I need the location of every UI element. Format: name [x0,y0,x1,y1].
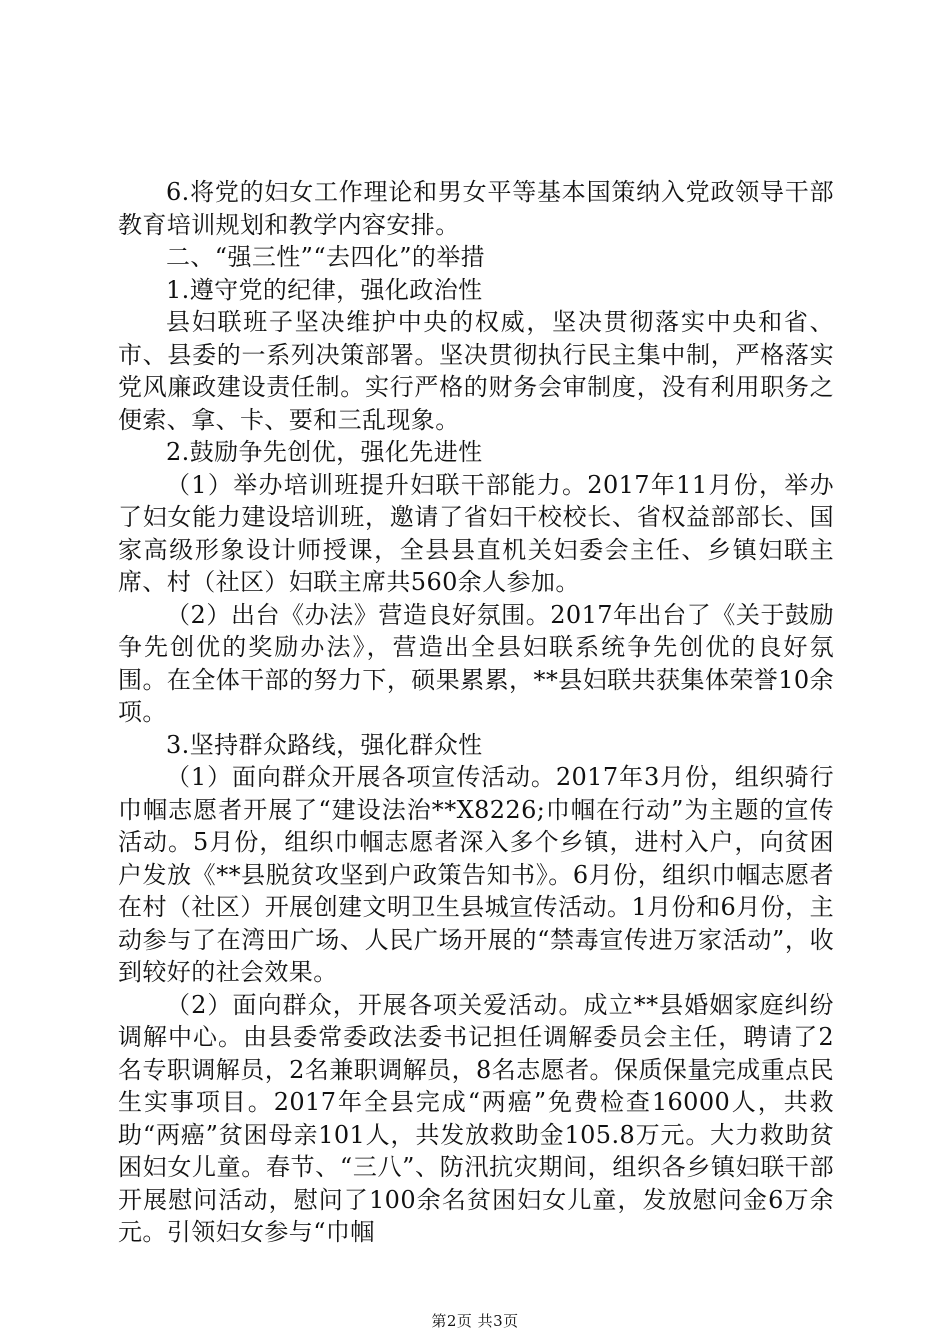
paragraph-care: （2）面向群众，开展各项关爱活动。成立**县婚姻家庭纠纷调解中心。由县委常委政法委书记担任调解委员会主任，聘请了2名专职调解员，2名兼职调解员，8名志愿者。保质保量完成重点民生实事项目。2017年全县完成“两癌”免费检查16000人，共救助“两癌”贫困母亲101人，共发放救助金105.8万元。大力救助贫困妇女儿童。春节、“三八”、防汛抗灾期间，组织各乡镇妇联干部开展慰问活动，慰问了100余名贫困妇女儿童，发放慰问金6万余元。引领妇女参与“巾帼 [118,990,834,1246]
document-body [118,176,834,1249]
section-heading-2: 二、“强三性”“去四化”的举措 [166,243,486,271]
paragraph-training: （1）举办培训班提升妇联干部能力。2017年11月份，举办了妇女能力建设培训班，邀请了省妇干校校长、省权益部部长、国家高级形象设计师授课，全县县直机关妇委会主任、乡镇妇联主席、村（社区）妇联主席共560余人参加。 [118,470,834,596]
subheading-3: 3.坚持群众路线，强化群众性 [166,730,483,759]
subheading-2: 2.鼓励争先创优，强化先进性 [166,438,483,466]
paragraph-political: 县妇联班子坚决维护中央的权威，坚决贯彻落实中央和省、市、县委的一系列决策部署。坚决贯彻执行民主集中制，严格落实党风廉政建设责任制。实行严格的财务会审制度，没有利用职务之便索、拿、卡、要和三乱现象。 [118,308,834,434]
paragraph-publicity: （1）面向群众开展各项宣传活动。2017年3月份，组织骑行巾帼志愿者开展了“建设法治**X8226;巾帼在行动”为主题的宣传活动。5月份，组织巾帼志愿者深入多个乡镇，进村入户，向贫困户发放《**县脱贫攻坚到户政策告知书》。6月份，组织巾帼志愿者在村（社区）开展创建文明卫生县城宣传活动。1月份和6月份，主动参与了在湾田广场、人民广场开展的“禁毒宣传进万家活动”，收到较好的社会效果。 [118,763,834,986]
paragraph-measures: （2）出台《办法》营造良好氛围。2017年出台了《关于鼓励争先创优的奖励办法》，营造出全县妇联系统争先创优的良好氛围。在全体干部的努力下，硕果累累，**县妇联共获集体荣誉10余项。 [118,600,834,726]
page-number-footer: 第2页 共3页 [431,1312,519,1330]
paragraph-item-6: 6.将党的妇女工作理论和男女平等基本国策纳入党政领导干部教育培训规划和教学内容安排。 [118,178,834,239]
subheading-1: 1.遵守党的纪律，强化政治性 [166,275,483,304]
